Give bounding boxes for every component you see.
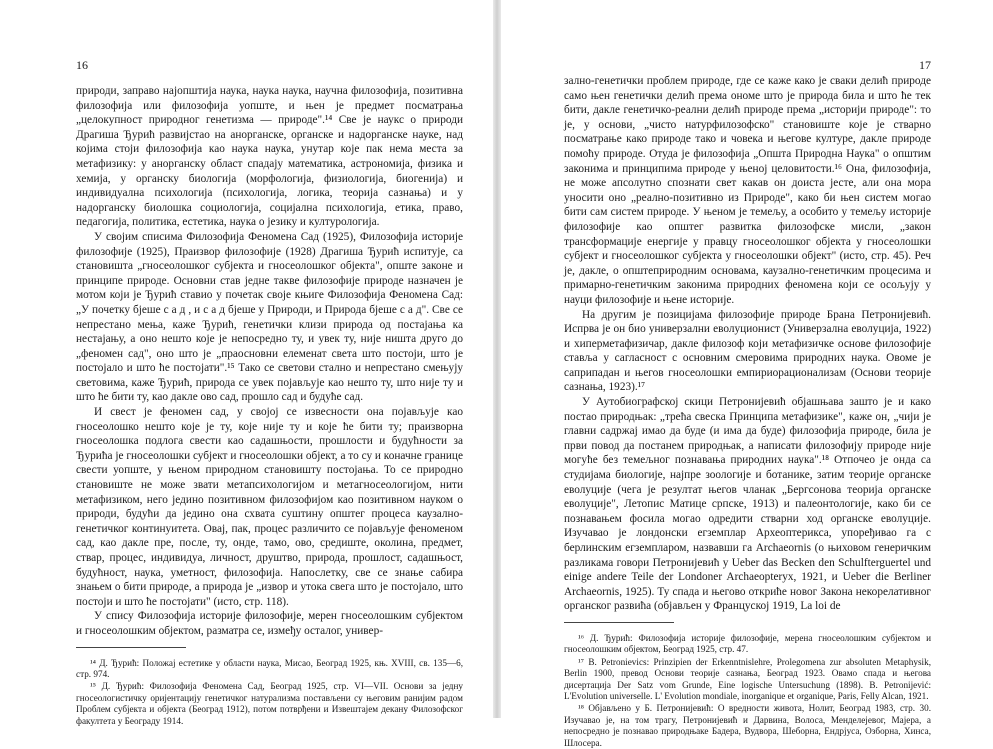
paragraph: У спису Филозофија историје филозофије, мерен гносеолошким субјектом и гносеолошким објектом, разматра се, између осталог, универ-	[76, 610, 463, 637]
footnotes	[76, 658, 463, 727]
footnote: ¹⁵ Д. Ђурић: Филозофија Феномена Сад, Београд 1925, стр. VI—VII. Основи за једну гносеологистичку оријентацију генетичког натурализма постављени су његовим ранијим радом Проблем субјекта и објекта (Београд 1912), потом потврђени и Извештајем декану Филозофског факултета у Београду 1914.	[76, 681, 463, 726]
right-page	[500, 0, 993, 748]
footnote-rule	[76, 647, 186, 648]
paragraph: На другим је позицијама филозофије природе Брана Петронијевић. Испрва је он био универзални еволуционист (Универзална еволуција, 1922) и хиперметафизичар, дакле филозоф који метафизичке основе филозофије ставља у сагласност с основним смеровима природних наука. Овоме је саприпадан и његов гносеолошки емпириорационализам (Основи теорије сазнања, 1923).¹⁷	[564, 308, 931, 394]
footnote: ¹⁶ Д. Ђурић: Филозофија историје филозофије, мерена гносеолошким субјектом и гносеолошким објектом, Београд 1925, стр. 47.	[564, 632, 931, 655]
paragraph: У Аутобиографској скици Петронијевић објашњава зашто је и како постао природњак: „трећа свеска Принципа метафизике", каже он, „чији је главни садржај имао да буде (и има да буде) филозофија природе, била је први повод да постанем природњак, а написати филозофију природе није могуће без темељног познавања природних наука".¹⁸ Отпочео је онда са студијама биологије, најпре зоологије и ботанике, затим теорије органске еволуције (чега је резултат његов чланак „Бергсонова теорија органске еволуције", Летопис Матице српске, 1913) и палеонтологије, како би се познавањем фосила могао одредити стварни ход органске еволуције. Изучавао је лондонски егземплар Археоптерикса, упоређивао га с берлинским егземпларом, назвавши га Archaeornis (о њиховом генеричким разликама говори Петронијевић у Ueber das Becken den Schulfterguertel und einige andere Teile der Londoner Archaeopteryx, 1921, и Ueber die Berliner Archaeornis, 1925). Ту спада и његово откриће новог Закона некорелативног органског развића (објављен у Француској 1919, La loi de	[564, 396, 931, 613]
footnote: ¹⁴ Д. Ђурић: Положај естетике у области наука, Мисао, Београд 1925, књ. XVIII, св. 135—6, стр. 974.	[76, 657, 463, 679]
footnote-rule	[564, 622, 674, 623]
footnotes	[564, 633, 931, 749]
footnote: ¹⁸ Објављено у Б. Петронијевић: О вредности живота, Нолит, Београд 1983, стр. 30. Изучавао је, на том трагу, Петронијевић и Дарвина, Волоса, Менделејевог, Мајера, а непосредно је познавао природњаке Бадера, Вудвора, Шеборна, Ендрјуса, Озборна, Хинса, Шлосера.	[564, 703, 931, 748]
page-number: 16	[76, 58, 88, 72]
footnote: ¹⁷ B. Petronievics: Prinzipien der Erkenntnislehre, Prolegomena zur absoluten Metaphysik, Berlin 1900, превод Основи теорије сазнања, Београд 1923. Овамо спада и његова дисертација Der Satz vom Grunde, Eine logische Untersuchung (1898). B. Petronijević: L'Evolution universelle. L' Evolution mondiale, inorganique et organique, Paris, Felly Alcan, 1921.	[564, 656, 931, 701]
paragraph: природи, заправо најопштија наука, наука наука, научна филозофија, позитивна филозофија или филозофија уопште, и њен је предмет посматрања „целокупност природног генетизма — природе".¹⁴ Све је наукс о природи Драгиша Ђурић развијстао на анорганске, органске и надорганске науке, над којима стоји филозофија као наука наука, унутар које пак нема места за метафизику: у анорганску област спадају математика, астрономија, физика и хемија, у органску биологија (морфологија, физиологија, биогенија) и индивидуална психологија (психологија, логика, теорија сазнања) и у надорганску биолошка социологија, социјална психологија, етика, право, педагогија, политика, естетика, наука о језику и културологија.	[76, 85, 463, 229]
body-text	[76, 84, 463, 639]
paragraph: И свест је феномен сад, у својој се извесности она појављује као гносеолошко нешто које је ту, које није ту и које ће бити ту; праизворна гносеолошка подлога свести као садашњости, прошлости и будућности за Ђурића је гносеолошки субјект и гносеолошки објект, а то су и коначне границе свести уопште, у њеном природном становишту постојања. То се природно становиште не може звати метапсихологијом и метагносеологијом, нити метафизиком, него једино позитивном филозофијом као позитивном науком о природи, будући да једино она схвата суштину општег процеса каузално-генетичког континуитета. Овај, пак, процес различито се појављује феноменом сад, као дакле пре, после, ту, онде, тамо, ово, средиште, околина, предмет, ствар, процес, индивидуа, личност, друштво, природа, прошлост, садашњост, будућност, наука, уметност, филозофија. Напослетку, све се знање сабира знањем о бити природе, а природа је „извор и утока свега што је постојало, што постоји и што ће постојати" (исто, стр. 118).	[76, 406, 463, 608]
paragraph: зално-генетички проблем природе, где се каже како је сваки делић природе само њен генетички делић према ономе што је природа била и што ће тек бити, дакле генетичко-реални делић природе према „историји природе": то је, у основи, „чисто натурфилозофско" становиште које је стварно посматрање како природе тако и човека и његове културе, дакле природе помоћу природе. Отуда је филозофија „Општа Природна Наука" о општим законима и принципима природе у њеној целовитости.¹⁶ Она, филозофија, не може апсолутно спознати свет какав он доиста јесте, али она мора уносити оно „реално-позитивно из Природе", како би њен систем могао бити сам систем природе. У њеном је темељу, а особито у темељу историје филозофије као општег развитка филозофске мисли, „закон трансформације енергије у правцу гносеолошког објекта у гносеолошки субјект и гносеолошког субјекта у гносеолошки објект" (исто, стр. 45). Реч је, дакле, о општеприродним основама, каузално-генетичким процесима и примарно-генетичким законима природних феномена који се осољују у науци филозофије и њене историје.	[564, 75, 931, 306]
body-text	[564, 74, 931, 614]
page-number: 17	[919, 58, 931, 72]
left-page	[0, 0, 493, 726]
paragraph: У својим списима Филозофија Феномена Сад (1925), Филозофија историје филозофије (1925), Праизвор филозофије (1928) Драгиша Ђурић испитује, са становишта „гносеолошког субјекта и гносеолошког објекта", опште законе и принципе природе. Основни став једне такве филозофије природе назначен је мотом који је Ђурић ставио у почетак своје књиге Филозофија Феномена Сад: „У почетку бјеше с а д , и с а д бјеше у Природи, и Природа бјеше с а д". Све се непрестано мења, каже Ђурић, генетички клизи природа од постајања ка нестајању, а оно нешто које је непосредно ту, и увек ту, није ништа друго до „феномен сад", оно што је „праосновни елеменат света што постоји, што је постојало и што ће постојати".¹⁵ Тако се светови стално и непрестано смењују световима, каже Ђурић, природа се увек појављује као нешто ту, што није ту и што ће бити ту, као дакле ово сад, прошло сад и будуће сад.	[76, 230, 463, 404]
